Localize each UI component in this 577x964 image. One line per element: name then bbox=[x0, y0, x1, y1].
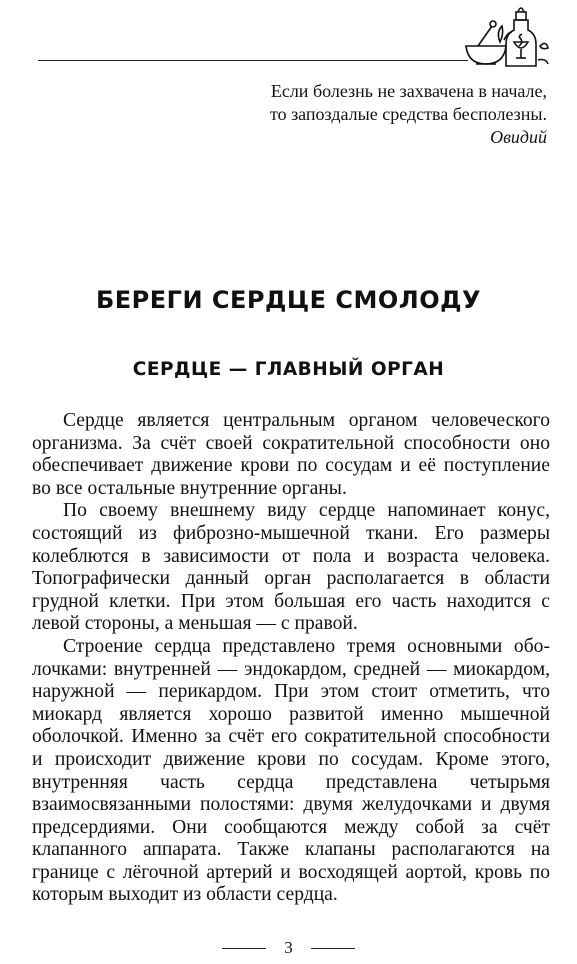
paragraph-2: По своему внешнему виду сердце напоминает конус, состоящий из фиброзно-мышечной ткани. Его размеры колеблются в зависимости от пола и возраста человека. Топографически данный орган располагается в области грудной клетки. При этом большая его часть находится с левой стороны, а меньшая — с правой. bbox=[32, 500, 550, 635]
page-number: 3 bbox=[284, 938, 293, 957]
footer-rule-left bbox=[222, 948, 266, 949]
section-title: СЕРДЦЕ — ГЛАВНЫЙ ОРГАН bbox=[132, 359, 445, 380]
epigraph-line-2: то запоздалые средства бесполезны. bbox=[269, 104, 547, 124]
epigraph bbox=[187, 80, 547, 149]
epigraph-author: Овидий bbox=[490, 127, 547, 147]
header-rule bbox=[38, 60, 468, 61]
pharmacy-vessels-icon bbox=[462, 2, 550, 70]
footer-rule-right bbox=[311, 948, 355, 949]
chapter-title: БЕРЕГИ СЕРДЦЕ СМОЛОДУ bbox=[95, 286, 481, 314]
paragraph-3: Строение сердца представлено тремя основными оболочками: внутренней — эндокардом, средней — миокардом, наружной — перикардом. При этом стоит отметить, что миокард является хорошо развитой именно мышечной оболочкой. Именно за счёт его сократительной способности и происходит движение крови по сосудам. Кроме этого, внутренняя часть сердца представлена четырьмя взаимосвязанными полостями: двумя желудочками и двумя предсердиями. Они сообщаются между собой за счёт клапанного аппарата. Также клапаны располагаются на границе с лёгочной артерий и восходящей аортой, кровь по которым выходит из области сердца. bbox=[32, 635, 550, 906]
body-text bbox=[32, 410, 550, 907]
paragraph-1: Сердце является центральным органом человеческого организма. За счёт своей сократительной способности оно обеспечивает движение крови по сосудам и её поступление во все остальные внутренние органы. bbox=[32, 410, 550, 499]
page-footer bbox=[0, 936, 577, 960]
epigraph-line-1: Если болезнь не захвачена в начале, bbox=[270, 81, 547, 101]
